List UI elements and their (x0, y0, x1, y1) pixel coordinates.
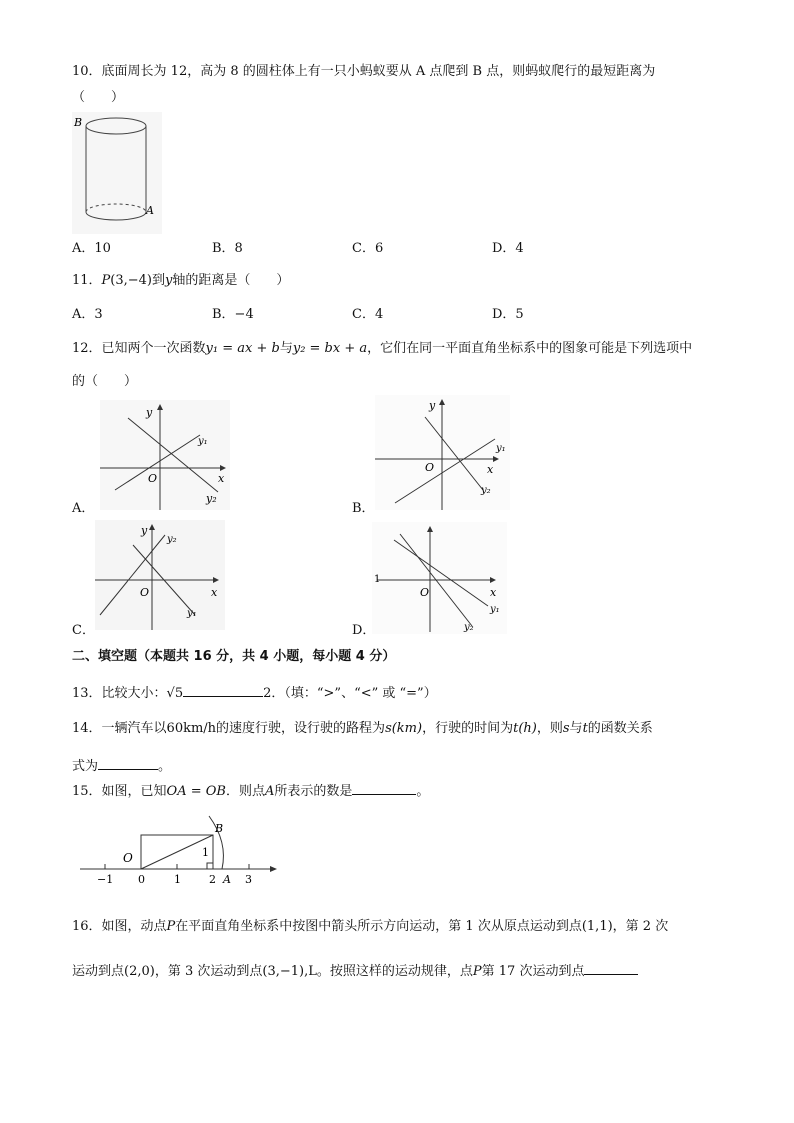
svg-text:0: 0 (138, 873, 145, 886)
svg-text:O: O (148, 472, 158, 485)
q12-eq2: y₂ = bx + a (292, 341, 368, 356)
q14-answer-blank[interactable] (98, 755, 158, 770)
svg-text:2: 2 (209, 873, 216, 886)
svg-text:y₂: y₂ (206, 492, 217, 505)
svg-text:x: x (490, 586, 497, 599)
svg-text:y₂: y₂ (167, 534, 177, 545)
svg-text:1: 1 (374, 574, 381, 585)
q11-option-a[interactable]: A．3 (72, 307, 103, 322)
svg-text:y₁: y₁ (187, 608, 197, 619)
svg-text:y₁: y₁ (496, 443, 506, 454)
svg-text:O: O (123, 851, 133, 865)
q12-graph-d (372, 522, 507, 634)
svg-text:B: B (215, 822, 224, 835)
q11-coord: (3,−4) (110, 273, 153, 288)
q12-stem: 12．已知两个一次函数y₁ = ax + b与y₂ = bx + a，它们在同一平面直角坐标系中的图象可能是下列选项中 (72, 341, 693, 356)
q11-option-b[interactable]: B．−4 (212, 307, 254, 322)
q12-eq1: y₁ = ax + b (205, 341, 280, 356)
q12-option-a[interactable]: A． (72, 501, 95, 516)
q12-option-b[interactable]: B． (352, 501, 375, 516)
q14-stem: 14．一辆汽车以60km/h的速度行驶，设行驶的路程为s(km)，行驶的时间为t(h)，则s与t的函数关系 (72, 721, 653, 736)
q16-answer-blank[interactable] (584, 960, 638, 975)
q12-option-d[interactable]: D． (352, 623, 376, 638)
svg-text:A: A (223, 873, 231, 886)
number-line-figure (80, 812, 280, 892)
svg-text:O: O (425, 461, 435, 474)
q13-sqrt: √5 (166, 686, 184, 701)
svg-text:1: 1 (202, 846, 209, 859)
q15-answer-blank[interactable] (352, 780, 416, 795)
q11-stem (72, 272, 289, 290)
svg-text:y: y (146, 406, 153, 419)
svg-text:y₂: y₂ (464, 622, 474, 633)
svg-text:y: y (141, 524, 148, 537)
svg-text:y₂: y₂ (481, 485, 491, 496)
q12-stem-line2: 的（ ） (72, 374, 138, 389)
q11-axis: y (165, 273, 173, 288)
svg-text:1: 1 (174, 873, 181, 886)
q10-option-b[interactable]: B．8 (212, 241, 243, 256)
svg-text:x: x (211, 586, 218, 599)
q16-stem: 16．如图，动点P在平面直角坐标系中按图中箭头所示方向运动，第 1 次从原点运动到点(1,1)，第 2 次 (72, 919, 669, 934)
svg-text:−1: −1 (97, 873, 114, 886)
q10-option-d[interactable]: D．4 (492, 241, 524, 256)
cylinder-figure (72, 112, 162, 234)
q15-stem: 15．如图，已知OA = OB．则点A所表示的数是 。 (72, 780, 429, 801)
label-b: B (74, 116, 83, 129)
q12-graph-a (100, 400, 230, 510)
q12-option-c[interactable]: C． (72, 623, 95, 638)
q11-option-d[interactable]: D．5 (492, 307, 524, 322)
q11-point: P (101, 273, 111, 288)
q13-answer-blank[interactable] (183, 682, 263, 697)
q11-option-c[interactable]: C．4 (352, 307, 384, 322)
q11-number: 11． (72, 273, 102, 288)
q10-paren: （ ） (72, 90, 125, 105)
q13-stem: 13．比较大小：√5 2．（填：“>”、“<” 或 “=”） (72, 682, 437, 703)
q12-graph-b (375, 395, 510, 510)
svg-text:y₁: y₁ (490, 604, 500, 615)
svg-text:x: x (218, 472, 225, 485)
q10-stem: 10．底面周长为 12，高为 8 的圆柱体上有一只小蚂蚁要从 A 点爬到 B 点，则蚂蚁爬行的最短距离为 (72, 64, 656, 79)
q14-stem-line2: 式为 。 (72, 755, 171, 776)
q12-graph-c (95, 520, 225, 630)
q10-option-c[interactable]: C．6 (352, 241, 384, 256)
q10-option-a[interactable]: A．10 (72, 241, 111, 256)
svg-text:O: O (420, 586, 430, 599)
label-a: A (146, 204, 154, 217)
q16-stem-line2: 运动到点(2,0)，第 3 次运动到点(3,−1),L。按照这样的运动规律，点P第 17 次运动到点 (72, 960, 638, 981)
svg-text:x: x (487, 463, 494, 476)
svg-text:O: O (140, 586, 150, 599)
section-heading: 二、填空题（本题共 16 分，共 4 小题，每小题 4 分） (72, 649, 396, 664)
q11-post: 轴的距离是（ ） (172, 273, 290, 288)
svg-text:3: 3 (245, 873, 252, 886)
q11-mid: 到 (152, 273, 166, 288)
svg-text:y₁: y₁ (198, 436, 208, 447)
svg-text:y: y (429, 399, 436, 412)
